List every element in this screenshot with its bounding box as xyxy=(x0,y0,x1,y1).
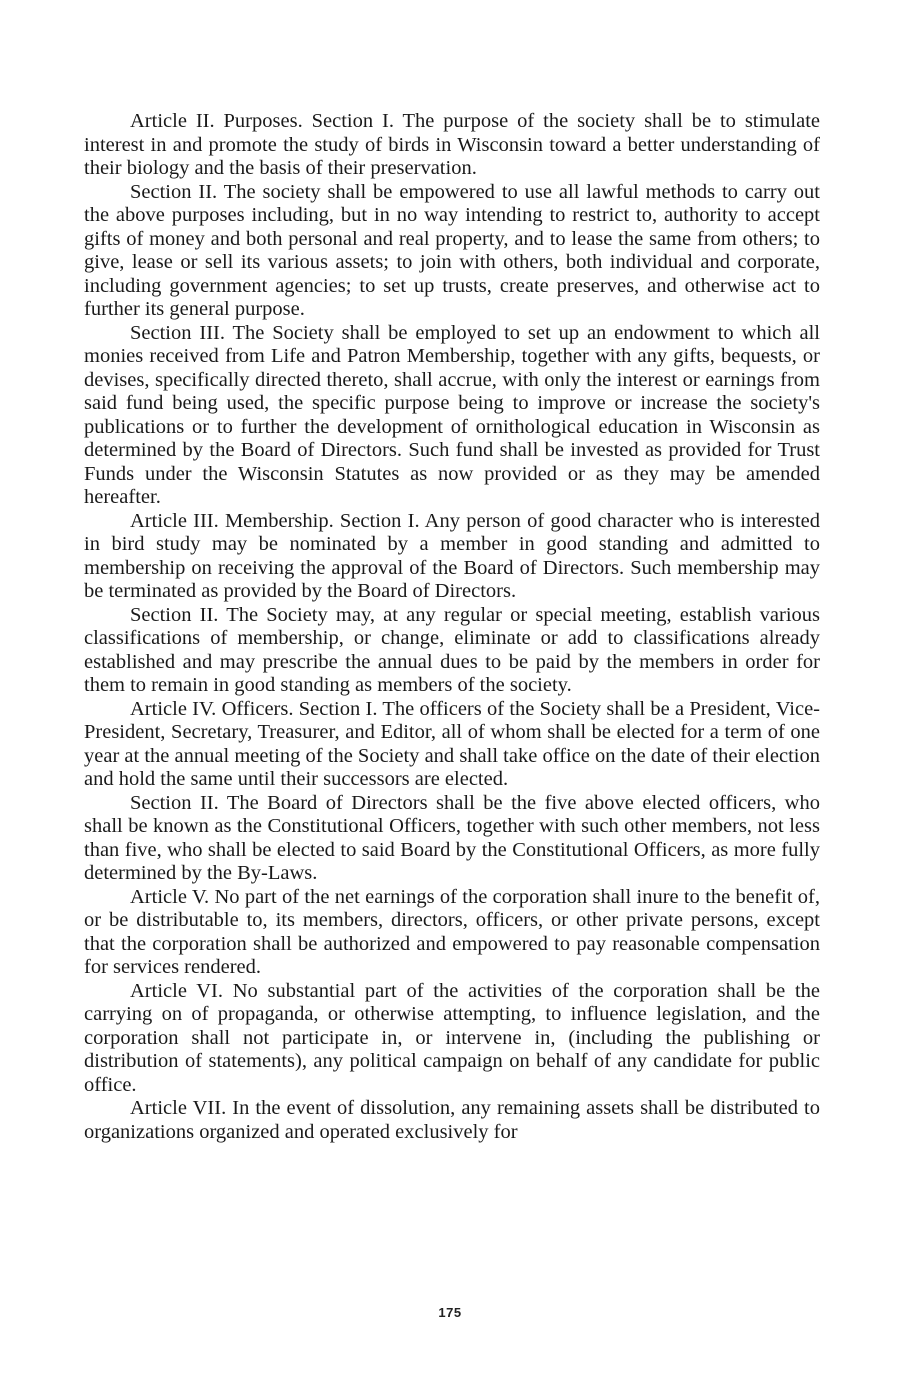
paragraph-article-vii: Article VII. In the event of dissolution, any remaining assets shall be distributed to organizations organized and operated exclusively for xyxy=(84,1097,820,1143)
paragraph-article-v: Article V. No part of the net earnings of the corporation shall inure to the benefit of, or be distributable to, its members, directors, officers, or other private persons, except that the corporation shall be authorized and empowered to pay reasonable compensation for services rendered. xyxy=(84,885,820,978)
paragraph-article-iii-section-ii: Section II. The Society may, at any regular or special meeting, establish various classifications of membership, or change, eliminate or add to classifications already established and may prescribe the annual dues to be paid by the members in order for them to remain in good standing as members of the society. xyxy=(84,603,820,696)
paragraph-article-ii-section-ii: Section II. The society shall be empowered to use all lawful methods to carry out the above purposes including, but in no way intending to restrict to, authority to accept gifts of money and both personal and real property, and to lease the same from others; to give, lease or sell its various assets; to join with others, both individual and corporate, including government agencies; to set up trusts, create preserves, and otherwise act to further its general purpose. xyxy=(84,180,820,320)
paragraph-article-vi: Article VI. No substantial part of the activities of the corporation shall be the carrying on of propaganda, or otherwise attempting, to influence legislation, and the corporation shall not participate in, or intervene in, (including the publishing or distribution of statements), any political campaign on behalf of any candidate for public office. xyxy=(84,979,820,1096)
paragraph-article-ii-section-i: Article II. Purposes. Section I. The purpose of the society shall be to stimulate interest in and promote the study of birds in Wisconsin toward a better understanding of their biology and the basis of their preservation. xyxy=(84,110,820,179)
paragraph-article-iv-section-i: Article IV. Officers. Section I. The officers of the Society shall be a President, Vice-President, Secretary, Treasurer, and Editor, all of whom shall be elected for a term of one year at the annual meeting of the Society and shall take office on the date of their election and hold the same until their successors are elected. xyxy=(84,697,820,790)
paragraph-article-iv-section-ii: Section II. The Board of Directors shall be the five above elected officers, who shall be known as the Constitutional Officers, together with such other members, not less than five, who shall be elected to said Board by the Constitutional Officers, as more fully determined by the By-Laws. xyxy=(84,791,820,884)
paragraph-article-iii-section-i: Article III. Membership. Section I. Any person of good character who is interested in bird study may be nominated by a member in good standing and admitted to membership on receiving the approval of the Board of Directors. Such membership may be terminated as provided by the Board of Directors. xyxy=(84,509,820,602)
paragraph-article-ii-section-iii: Section III. The Society shall be employed to set up an endowment to which all monies received from Life and Patron Membership, together with any gifts, bequests, or devises, specifically directed thereto, shall accrue, with only the interest or earnings from said fund being used, the specific purpose being to improve or increase the society's publications or to further the development of ornithological education in Wisconsin as determined by the Board of Directors. Such fund shall be invested as provided for Trust Funds under the Wisconsin Statutes as now provided or as they may be amended hereafter. xyxy=(84,321,820,508)
document-body xyxy=(84,110,820,1144)
page-number: 175 xyxy=(438,1305,462,1320)
